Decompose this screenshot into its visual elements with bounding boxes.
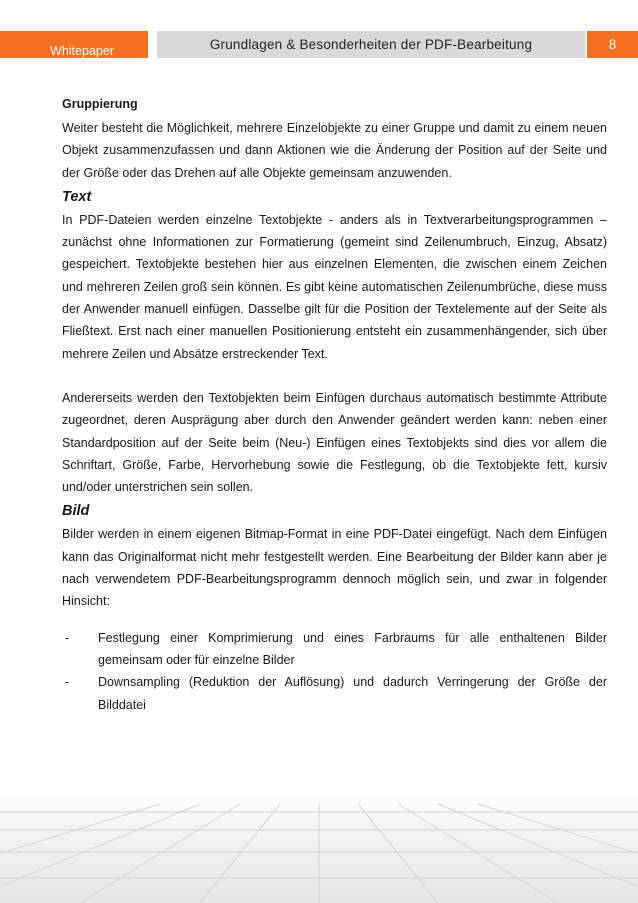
header-section-label: Whitepaper	[50, 44, 114, 58]
paragraph-text-1: In PDF-Dateien werden einzelne Textobjekte - anders als in Textverarbeitungsprogrammen – zunächst ohne Informationen zur Formatierung (gemeint sind Zeilenumbruch, Einzug, Absatz) gespeichert. Textobjekte bestehen hier aus einzelnen Elementen, die zwischen einem Zeichen und mehreren Zeilen groß sein können. Es gibt keine automatischen Zeilenumbrüche, diese muss der Anwender manuell einfügen. Dasselbe gilt für die Position der Textelemente auf der Seite als Fließtext. Erst nach einer manuellen Positionierung entsteht ein zusammenhängender, sich über mehrere Zeilen und Absätze erstreckender Text.	[62, 212, 607, 361]
header-section-tab	[0, 31, 148, 58]
list-item-text: Downsampling (Reduktion der Auflösung) und dadurch Verringerung der Größe der Bilddatei	[98, 675, 607, 712]
list-item-text: Festlegung einer Komprimierung und eines Farbraums für alle enthaltenen Bilder gemeinsam oder für einzelne Bilder	[98, 630, 607, 667]
heading-bild: Bild	[62, 503, 90, 520]
header-title-bar	[157, 31, 585, 58]
list-dash: -	[65, 630, 70, 645]
page-number-tab	[587, 31, 638, 58]
list-item	[62, 671, 607, 716]
paragraph-bild: Bilder werden in einem eigenen Bitmap-Format in eine PDF-Datei eingefügt. Nach dem Einfügen kann das Originalformat nicht mehr festgestellt werden. Eine Bearbeitung der Bilder kann aber je nach verwendetem PDF-Bearbeitungsprogramm dennoch möglich sein, und zwar in folgender Hinsicht:	[62, 527, 607, 609]
page-number: 8	[608, 37, 617, 52]
image-options-list	[62, 627, 607, 716]
heading-gruppierung: Gruppierung	[62, 97, 138, 111]
paragraph-gruppierung: Weiter besteht die Möglichkeit, mehrere Einzelobjekte zu einer Gruppe und damit zu einem neuen Objekt zusammenzufassen und dann Aktionen wie die Änderung der Position auf der Seite und der Größe oder das Drehen auf alle Objekte gemeinsam anzuwenden.	[62, 121, 607, 180]
heading-text: Text	[62, 188, 92, 205]
page-content	[62, 96, 607, 716]
list-item	[62, 627, 607, 672]
paragraph-text-2: Andererseits werden den Textobjekten beim Einfügen durchaus automatisch bestimmte Attribute zugeordnet, deren Ausprägung aber durch den Anwender geändert werden kann: neben einer Standardposition auf der Seite beim (Neu-) Einfügen eines Textobjekts sind dies vor allem die Schriftart, Größe, Farbe, Hervorhebung sowie die Festlegung, ob die Textobjekte fett, kursiv und/oder unterstrichen sein sollen.	[62, 390, 607, 495]
document-title: Grundlagen & Besonderheiten der PDF-Bearbeitung	[209, 37, 533, 52]
list-dash: -	[65, 675, 70, 690]
decorative-floor-grid	[0, 790, 638, 903]
page-header	[0, 31, 638, 58]
